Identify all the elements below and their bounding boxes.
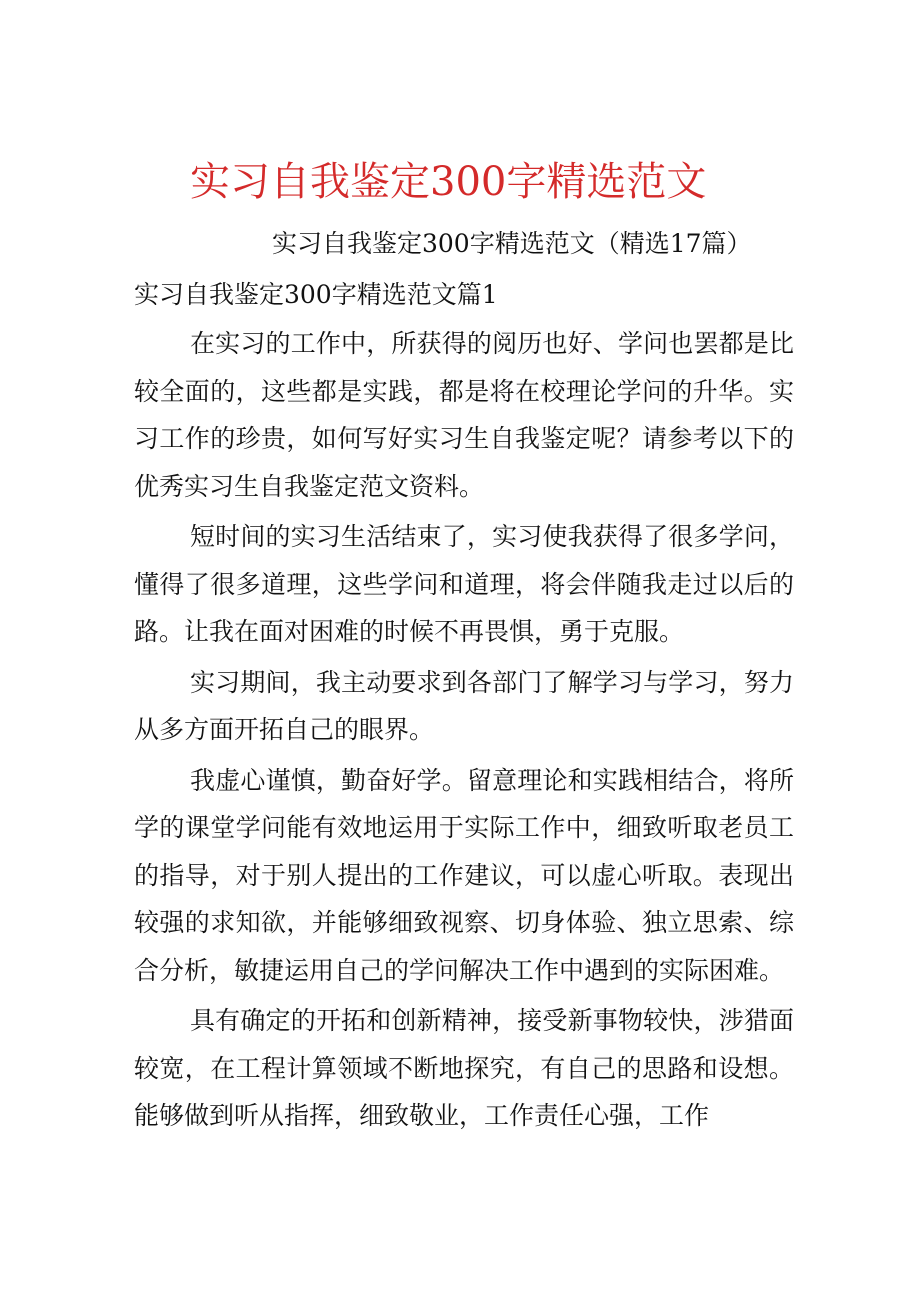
paragraph-4: 我虚心谨慎，勤奋好学。留意理论和实践相结合，将所学的课堂学问能有效地运用于实际工作中，细致听取老员工的指导，对于别人提出的工作建议，可以虚心听取。表现出较强的求知欲，并能够细致视察、切身体验、独立思索、综合分析，敏捷运用自己的学问解决工作中遇到的实际困难。 — [134, 765, 794, 985]
paragraph-2: 短时间的实习生活结束了，实习使我获得了很多学问，懂得了很多道理，这些学问和道理，将会伴随我走过以后的路。让我在面对困难的时候不再畏惧，勇于克服。 — [134, 522, 794, 646]
document-title: 实习自我鉴定300字精选范文 — [190, 159, 707, 205]
section-heading: 实习自我鉴定300字精选范文篇1 — [134, 280, 498, 309]
paragraph-5: 具有确定的开拓和创新精神，接受新事物较快，涉猎面较宽，在工程计算领域不断地探究，有自己的思路和设想。能够做到听从指挥，细致敬业，工作责任心强，工作 — [134, 1006, 794, 1130]
document-subtitle: 实习自我鉴定300字精选范文（精选17篇） — [272, 229, 752, 258]
paragraph-3: 实习期间，我主动要求到各部门了解学习与学习，努力从多方面开拓自己的眼界。 — [134, 667, 794, 744]
document-body — [134, 320, 794, 1143]
paragraph-1: 在实习的工作中，所获得的阅历也好、学问也罢都是比较全面的，这些都是实践，都是将在校理论学问的升华。实习工作的珍贵，如何写好实习生自我鉴定呢？请参考以下的优秀实习生自我鉴定范文资料。 — [134, 329, 794, 501]
